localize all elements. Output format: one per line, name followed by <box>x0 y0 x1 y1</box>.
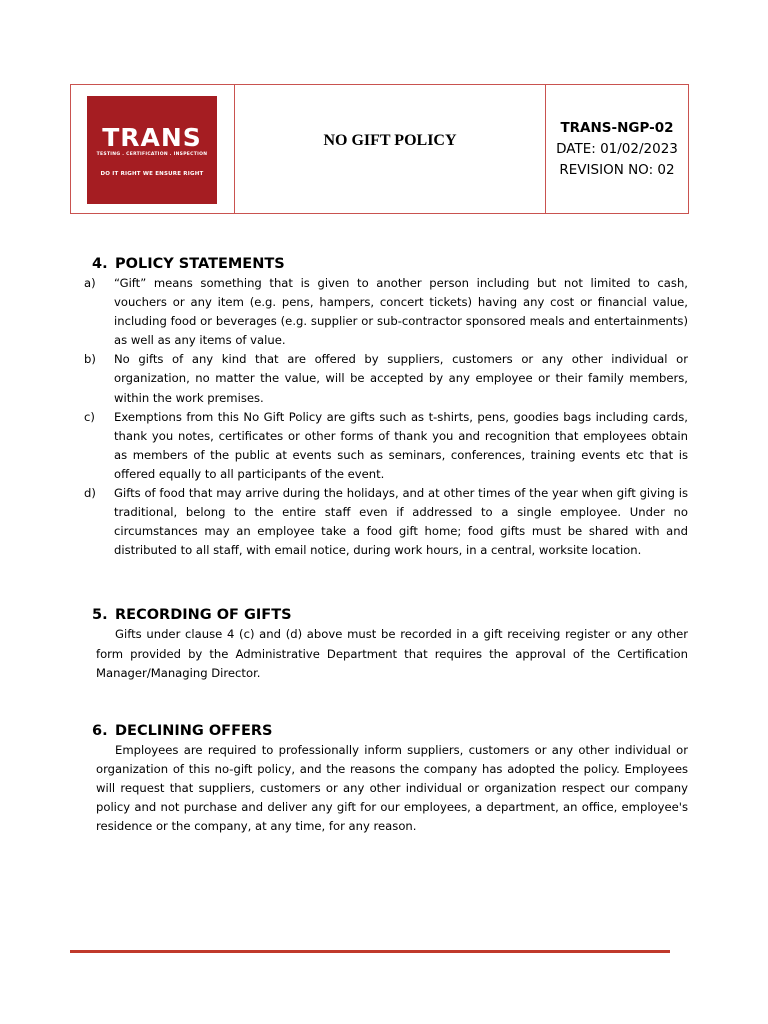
document-revision: REVISION NO: 02 <box>559 161 675 178</box>
item-marker: d) <box>84 486 96 501</box>
logo-tagline: DO IT RIGHT WE ENSURE RIGHT <box>100 171 204 177</box>
company-logo <box>87 96 217 204</box>
footer-divider <box>70 950 670 953</box>
section-number: 6. <box>92 722 108 739</box>
item-marker: b) <box>84 352 96 367</box>
section-title: RECORDING OF GIFTS <box>115 607 292 624</box>
list-item <box>84 350 688 407</box>
title-cell <box>235 85 546 213</box>
document-date: DATE: 01/02/2023 <box>556 140 678 157</box>
policy-content <box>84 254 688 836</box>
list-item <box>84 484 688 560</box>
item-text: No gifts of any kind that are offered by suppliers, customers or any other individual or organization, no matter the value, will be accepted by any employee or their family members, within the work premises. <box>114 352 688 405</box>
section-heading <box>92 254 688 274</box>
item-text: Exemptions from this No Gift Policy are gifts such as t-shirts, pens, goodies bags including cards, thank you notes, certificates or other forms of thank you and recognition that employees obtain as members of the public at events such as seminars, conferences, training events etc that is offered equally to all participants of the event. <box>114 409 688 481</box>
policy-list <box>84 274 688 560</box>
logo-word: TRANS <box>102 123 202 152</box>
logo-cell <box>71 85 235 213</box>
section-paragraph: Employees are required to professionally inform suppliers, customers or any other individual or organization of this no-gift policy, and the reasons the company has adopted the policy. Employees will request that suppliers, customers or any other individual or organization respect our company policy and not purchase and deliver any gift for our employees, a department, an office, employee's residence or the company, at any time, for any reason. <box>96 742 688 834</box>
section-heading <box>92 605 688 625</box>
section-number: 4. <box>92 256 108 272</box>
item-marker: c) <box>84 409 95 424</box>
section-paragraph: Gifts under clause 4 (c) and (d) above must be recorded in a gift receiving register or any other form provided by the Administrative Department that requires the approval of the Certification Manager/Managing Director. <box>96 627 688 680</box>
document-code: TRANS-NGP-02 <box>560 119 674 136</box>
section-number: 5. <box>92 607 108 624</box>
section-policy-statements <box>84 254 688 560</box>
item-marker: a) <box>84 276 96 290</box>
logo-subtitle: TESTING . CERTIFICATION . INSPECTION <box>96 152 208 157</box>
item-text: Gifts of food that may arrive during the holidays, and at other times of the year when gift giving is traditional, belong to the entire staff even if addressed to a single employee. Under no circumstances may an employee take a food gift home; food gifts must be shared with and distributed to all staff, with email notice, during work hours, in a central, worksite location. <box>114 486 688 558</box>
list-item <box>84 274 688 350</box>
section-title: POLICY STATEMENTS <box>115 256 285 272</box>
item-text: “Gift” means something that is given to another person including but not limited to cash, vouchers or any item (e.g. pens, hampers, concert tickets) having any cost or financial value, including food or beverages (e.g. supplier or sub-contractor sponsored meals and entertainments) as well as any items of value. <box>114 276 688 348</box>
section-heading <box>92 721 688 741</box>
document-title: NO GIFT POLICY <box>323 132 457 149</box>
meta-cell <box>546 85 688 213</box>
section-declining-offers <box>92 721 688 836</box>
section-recording-of-gifts <box>92 605 688 682</box>
header-table <box>70 84 689 214</box>
list-item <box>84 408 688 484</box>
section-title: DECLINING OFFERS <box>115 722 273 739</box>
